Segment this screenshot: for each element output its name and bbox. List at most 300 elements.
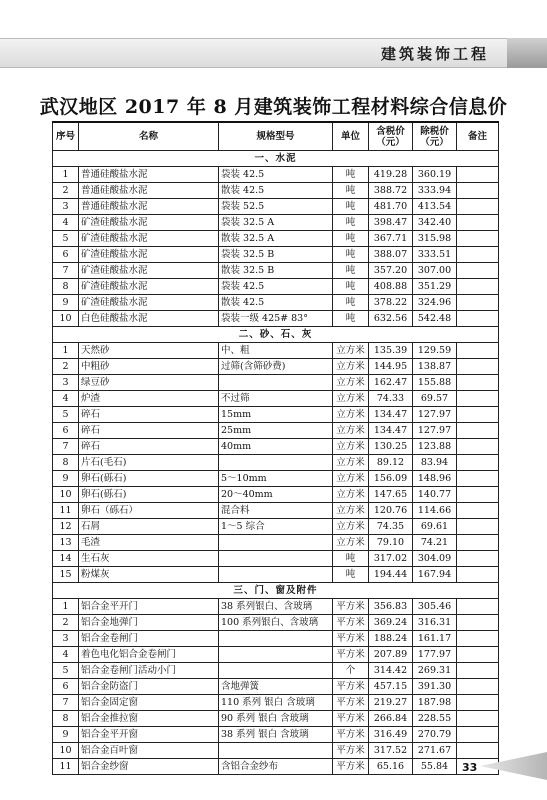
table-row: [53, 487, 499, 503]
cell-tax-incl: 156.09: [369, 471, 413, 487]
cell-unit: 吨: [333, 231, 369, 247]
cell-seq: 6: [53, 679, 79, 695]
cell-seq: 6: [53, 247, 79, 263]
cell-unit: 平方米: [333, 759, 369, 775]
table-row: [53, 391, 499, 407]
cell-tax-excl: 315.98: [413, 231, 457, 247]
cell-spec: 含铝合金纱布: [219, 759, 333, 775]
cell-tax-incl: 316.49: [369, 727, 413, 743]
cell-name: 矿渣硅酸盐水泥: [79, 279, 219, 295]
cell-seq: 5: [53, 231, 79, 247]
cell-unit: 吨: [333, 311, 369, 327]
cell-spec: 38 系列银白、含玻璃: [219, 599, 333, 615]
table-row: [53, 231, 499, 247]
col-header-tax-incl: [369, 122, 413, 151]
cell-name: 铝合金推拉窗: [79, 711, 219, 727]
cell-spec: [219, 647, 333, 663]
cell-tax-incl: 134.47: [369, 407, 413, 423]
cell-remark: [457, 279, 499, 295]
cell-seq: 1: [53, 599, 79, 615]
cell-seq: 7: [53, 695, 79, 711]
cell-name: 普通硅酸盐水泥: [79, 199, 219, 215]
cell-tax-excl: 123.88: [413, 439, 457, 455]
cell-tax-excl: 187.98: [413, 695, 457, 711]
cell-name: 铝合金平开窗: [79, 727, 219, 743]
table-row: [53, 439, 499, 455]
col-header-spec: 规格型号: [219, 122, 333, 151]
cell-name: 碎石: [79, 423, 219, 439]
cell-tax-incl: 144.95: [369, 359, 413, 375]
cell-name: 生石灰: [79, 551, 219, 567]
cell-tax-incl: 79.10: [369, 535, 413, 551]
cell-spec: 袋装 42.5: [219, 167, 333, 183]
table-row: [53, 263, 499, 279]
cell-tax-excl: 228.55: [413, 711, 457, 727]
cell-name: 普通硅酸盐水泥: [79, 167, 219, 183]
cell-name: 铝合金百叶窗: [79, 743, 219, 759]
cell-seq: 4: [53, 391, 79, 407]
table-row: [53, 423, 499, 439]
cell-seq: 10: [53, 311, 79, 327]
cell-spec: 散装 32.5 A: [219, 231, 333, 247]
cell-remark: [457, 215, 499, 231]
cell-seq: 8: [53, 455, 79, 471]
cell-spec: 40mm: [219, 439, 333, 455]
cell-unit: 吨: [333, 167, 369, 183]
table-row: [53, 567, 499, 583]
table-row: [53, 343, 499, 359]
cell-seq: 2: [53, 183, 79, 199]
cell-tax-excl: 83.94: [413, 455, 457, 471]
cell-seq: 13: [53, 535, 79, 551]
cell-unit: 立方米: [333, 519, 369, 535]
cell-unit: 吨: [333, 199, 369, 215]
cell-tax-incl: 188.24: [369, 631, 413, 647]
table-row: [53, 551, 499, 567]
table-row: [53, 599, 499, 615]
cell-tax-incl: 457.15: [369, 679, 413, 695]
cell-tax-incl: 369.24: [369, 615, 413, 631]
cell-tax-excl: 127.97: [413, 423, 457, 439]
table-row: [53, 295, 499, 311]
header-tab-decoration: [507, 38, 547, 68]
cell-seq: 5: [53, 407, 79, 423]
cell-spec: 袋装一级 425# 83°: [219, 311, 333, 327]
cell-unit: 立方米: [333, 455, 369, 471]
cell-spec: [219, 743, 333, 759]
cell-tax-excl: 138.87: [413, 359, 457, 375]
cell-unit: 平方米: [333, 599, 369, 615]
cell-name: 碎石: [79, 407, 219, 423]
cell-unit: 立方米: [333, 487, 369, 503]
cell-tax-incl: 134.47: [369, 423, 413, 439]
cell-unit: 平方米: [333, 727, 369, 743]
cell-seq: 3: [53, 631, 79, 647]
table-row: [53, 247, 499, 263]
cell-unit: 平方米: [333, 695, 369, 711]
cell-tax-excl: 324.96: [413, 295, 457, 311]
cell-seq: 2: [53, 359, 79, 375]
cell-spec: 袋装 42.5: [219, 279, 333, 295]
cell-name: 矿渣硅酸盐水泥: [79, 263, 219, 279]
cell-seq: 11: [53, 759, 79, 775]
cell-spec: [219, 567, 333, 583]
cell-unit: 吨: [333, 567, 369, 583]
cell-spec: 散装 42.5: [219, 295, 333, 311]
cell-remark: [457, 359, 499, 375]
table-row: [53, 647, 499, 663]
cell-remark: [457, 311, 499, 327]
cell-remark: [457, 407, 499, 423]
cell-tax-excl: 342.40: [413, 215, 457, 231]
cell-remark: [457, 631, 499, 647]
cell-seq: 3: [53, 199, 79, 215]
cell-seq: 11: [53, 503, 79, 519]
cell-name: 铝合金卷闸门: [79, 631, 219, 647]
cell-name: 中粗砂: [79, 359, 219, 375]
cell-remark: [457, 727, 499, 743]
cell-unit: 吨: [333, 215, 369, 231]
cell-tax-excl: 69.61: [413, 519, 457, 535]
cell-tax-excl: 270.79: [413, 727, 457, 743]
cell-tax-incl: 388.72: [369, 183, 413, 199]
cell-name: 石屑: [79, 519, 219, 535]
cell-unit: 立方米: [333, 359, 369, 375]
col-header-tax-incl-label: 含税价: [376, 125, 405, 137]
cell-tax-incl: 314.42: [369, 663, 413, 679]
cell-name: 矿渣硅酸盐水泥: [79, 247, 219, 263]
cell-remark: [457, 375, 499, 391]
cell-tax-incl: 317.02: [369, 551, 413, 567]
cell-remark: [457, 487, 499, 503]
cell-remark: [457, 679, 499, 695]
cell-seq: 7: [53, 263, 79, 279]
section-title: 二、砂、石、灰: [53, 327, 499, 343]
cell-remark: [457, 695, 499, 711]
section-header-row: [53, 327, 499, 343]
col-header-tax-excl: [413, 122, 457, 151]
cell-tax-excl: 391.30: [413, 679, 457, 695]
cell-remark: [457, 519, 499, 535]
cell-unit: 吨: [333, 247, 369, 263]
cell-tax-excl: 148.96: [413, 471, 457, 487]
table-row: [53, 519, 499, 535]
cell-tax-excl: 167.94: [413, 567, 457, 583]
cell-tax-excl: 74.21: [413, 535, 457, 551]
table-row: [53, 711, 499, 727]
cell-spec: 100 系列银白、含玻璃: [219, 615, 333, 631]
cell-remark: [457, 663, 499, 679]
cell-unit: 立方米: [333, 391, 369, 407]
cell-unit: 平方米: [333, 615, 369, 631]
table-row: [53, 759, 499, 775]
cell-tax-excl: 127.97: [413, 407, 457, 423]
cell-remark: [457, 455, 499, 471]
cell-seq: 9: [53, 471, 79, 487]
cell-unit: 立方米: [333, 503, 369, 519]
cell-spec: 中、粗: [219, 343, 333, 359]
cell-tax-excl: 55.84: [413, 759, 457, 775]
cell-remark: [457, 199, 499, 215]
cell-unit: 立方米: [333, 439, 369, 455]
table-row: [53, 535, 499, 551]
cell-spec: [219, 663, 333, 679]
col-header-remark: 备注: [457, 122, 499, 151]
cell-name: 天然砂: [79, 343, 219, 359]
cell-remark: [457, 247, 499, 263]
cell-seq: 1: [53, 343, 79, 359]
cell-unit: 平方米: [333, 631, 369, 647]
price-table-container: [52, 121, 498, 775]
cell-spec: 散装 32.5 B: [219, 263, 333, 279]
cell-seq: 10: [53, 743, 79, 759]
col-header-unit: 单位: [333, 122, 369, 151]
cell-tax-excl: 140.77: [413, 487, 457, 503]
table-row: [53, 727, 499, 743]
cell-tax-incl: 162.47: [369, 375, 413, 391]
cell-name: 普通硅酸盐水泥: [79, 183, 219, 199]
cell-seq: 4: [53, 215, 79, 231]
table-row: [53, 679, 499, 695]
cell-tax-excl: 155.88: [413, 375, 457, 391]
cell-tax-incl: 266.84: [369, 711, 413, 727]
table-row: [53, 503, 499, 519]
cell-spec: 袋装 32.5 A: [219, 215, 333, 231]
table-row: [53, 375, 499, 391]
cell-tax-excl: 177.97: [413, 647, 457, 663]
cell-name: 绿豆砂: [79, 375, 219, 391]
cell-spec: 15mm: [219, 407, 333, 423]
cell-name: 矿渣硅酸盐水泥: [79, 231, 219, 247]
cell-spec: 散装 42.5: [219, 183, 333, 199]
cell-remark: [457, 391, 499, 407]
cell-tax-excl: 333.51: [413, 247, 457, 263]
cell-name: 毛渣: [79, 535, 219, 551]
cell-spec: 25mm: [219, 423, 333, 439]
table-row: [53, 279, 499, 295]
cell-tax-incl: 207.89: [369, 647, 413, 663]
cell-tax-incl: 89.12: [369, 455, 413, 471]
cell-seq: 8: [53, 711, 79, 727]
table-row: [53, 183, 499, 199]
cell-tax-incl: 135.39: [369, 343, 413, 359]
cell-remark: [457, 743, 499, 759]
cell-unit: 立方米: [333, 535, 369, 551]
cell-unit: 吨: [333, 295, 369, 311]
cell-seq: 14: [53, 551, 79, 567]
cell-remark: [457, 167, 499, 183]
table-row: [53, 167, 499, 183]
cell-spec: [219, 375, 333, 391]
cell-name: 铝合金卷闸门活动小门: [79, 663, 219, 679]
cell-seq: 2: [53, 615, 79, 631]
cell-remark: [457, 711, 499, 727]
cell-spec: 5～10mm: [219, 471, 333, 487]
cell-name: 卵石(砾石): [79, 487, 219, 503]
cell-tax-excl: 360.19: [413, 167, 457, 183]
section-title: 三、门、窗及附件: [53, 583, 499, 599]
cell-remark: [457, 567, 499, 583]
cell-unit: 立方米: [333, 375, 369, 391]
cell-tax-incl: 378.22: [369, 295, 413, 311]
price-table: [52, 121, 499, 775]
table-row: [53, 471, 499, 487]
cell-remark: [457, 295, 499, 311]
cell-spec: 含地弹簧: [219, 679, 333, 695]
cell-seq: 6: [53, 423, 79, 439]
cell-unit: 个: [333, 663, 369, 679]
col-header-tax-excl-label: 除税价: [420, 125, 449, 137]
cell-unit: 立方米: [333, 471, 369, 487]
cell-remark: [457, 423, 499, 439]
table-row: [53, 311, 499, 327]
cell-seq: 7: [53, 439, 79, 455]
cell-unit: 吨: [333, 263, 369, 279]
cell-unit: 平方米: [333, 679, 369, 695]
table-row: [53, 615, 499, 631]
cell-spec: 不过筛: [219, 391, 333, 407]
cell-tax-excl: 307.00: [413, 263, 457, 279]
cell-seq: 9: [53, 727, 79, 743]
cell-spec: 20～40mm: [219, 487, 333, 503]
cell-tax-incl: 356.83: [369, 599, 413, 615]
cell-tax-incl: 74.33: [369, 391, 413, 407]
cell-tax-incl: 481.70: [369, 199, 413, 215]
cell-tax-excl: 269.31: [413, 663, 457, 679]
cell-name: 铝合金地弹门: [79, 615, 219, 631]
cell-unit: 吨: [333, 279, 369, 295]
page-title: 武汉地区 2017 年 8 月建筑装饰工程材料综合信息价: [39, 96, 508, 118]
cell-tax-excl: 114.66: [413, 503, 457, 519]
cell-tax-incl: 65.16: [369, 759, 413, 775]
cell-tax-excl: 69.57: [413, 391, 457, 407]
col-header-name: 名称: [79, 122, 219, 151]
cell-name: 矿渣硅酸盐水泥: [79, 295, 219, 311]
cell-tax-excl: 129.59: [413, 343, 457, 359]
cell-seq: 1: [53, 167, 79, 183]
col-header-seq: 序号: [53, 122, 79, 151]
cell-spec: [219, 631, 333, 647]
table-row: [53, 359, 499, 375]
cell-remark: [457, 535, 499, 551]
cell-remark: [457, 647, 499, 663]
cell-remark: [457, 263, 499, 279]
col-header-tax-excl-unit: （元）: [420, 136, 449, 148]
section-header-row: [53, 151, 499, 167]
cell-remark: [457, 599, 499, 615]
cell-remark: [457, 183, 499, 199]
cell-spec: 38 系列 银白 含玻璃: [219, 727, 333, 743]
cell-remark: [457, 503, 499, 519]
cell-tax-incl: 388.07: [369, 247, 413, 263]
cell-name: 铝合金纱窗: [79, 759, 219, 775]
cell-tax-excl: 271.67: [413, 743, 457, 759]
table-row: [53, 199, 499, 215]
cell-name: 铝合金平开门: [79, 599, 219, 615]
cell-name: 片石(毛石): [79, 455, 219, 471]
cell-name: 粉煤灰: [79, 567, 219, 583]
cell-tax-excl: 542.48: [413, 311, 457, 327]
cell-tax-incl: 419.28: [369, 167, 413, 183]
section-header-label: 建筑装饰工程: [380, 45, 489, 63]
cell-seq: 5: [53, 663, 79, 679]
cell-tax-excl: 333.94: [413, 183, 457, 199]
table-row: [53, 663, 499, 679]
cell-unit: 平方米: [333, 743, 369, 759]
cell-tax-incl: 398.47: [369, 215, 413, 231]
cell-remark: [457, 551, 499, 567]
cell-spec: [219, 535, 333, 551]
cell-tax-excl: 413.54: [413, 199, 457, 215]
cell-remark: [457, 231, 499, 247]
cell-tax-incl: 219.27: [369, 695, 413, 711]
cell-unit: 平方米: [333, 647, 369, 663]
cell-spec: 90 系列 银白 含玻璃: [219, 711, 333, 727]
cell-remark: [457, 615, 499, 631]
cell-unit: 平方米: [333, 711, 369, 727]
cell-seq: 10: [53, 487, 79, 503]
cell-tax-incl: 357.20: [369, 263, 413, 279]
cell-tax-incl: 147.65: [369, 487, 413, 503]
cell-name: 矿渣硅酸盐水泥: [79, 215, 219, 231]
table-row: [53, 407, 499, 423]
cell-spec: 袋装 52.5: [219, 199, 333, 215]
cell-unit: 吨: [333, 551, 369, 567]
cell-spec: 过筛(含筛砂费): [219, 359, 333, 375]
cell-name: 卵石(砾石): [79, 471, 219, 487]
cell-tax-excl: 161.17: [413, 631, 457, 647]
cell-name: 卵石（砾石）: [79, 503, 219, 519]
col-header-tax-incl-unit: （元）: [376, 136, 405, 148]
cell-unit: 立方米: [333, 343, 369, 359]
cell-tax-excl: 351.29: [413, 279, 457, 295]
cell-seq: 12: [53, 519, 79, 535]
cell-spec: 1～5 综合: [219, 519, 333, 535]
cell-seq: 3: [53, 375, 79, 391]
cell-tax-excl: 316.31: [413, 615, 457, 631]
section-header-row: [53, 583, 499, 599]
cell-name: 炉渣: [79, 391, 219, 407]
cell-tax-incl: 632.56: [369, 311, 413, 327]
cell-tax-incl: 317.52: [369, 743, 413, 759]
cell-name: 铝合金固定窗: [79, 695, 219, 711]
cell-seq: 8: [53, 279, 79, 295]
cell-name: 白色硅酸盐水泥: [79, 311, 219, 327]
cell-remark: [457, 343, 499, 359]
cell-spec: 110 系列 银白 含玻璃: [219, 695, 333, 711]
cell-unit: 立方米: [333, 423, 369, 439]
cell-remark: [457, 439, 499, 455]
cell-remark: [457, 471, 499, 487]
table-body: [53, 151, 499, 775]
table-row: [53, 631, 499, 647]
section-header-bar: [0, 38, 547, 68]
cell-unit: 立方米: [333, 407, 369, 423]
cell-spec: 袋装 32.5 B: [219, 247, 333, 263]
cell-tax-incl: 74.35: [369, 519, 413, 535]
cell-name: 铝合金防盗门: [79, 679, 219, 695]
cell-spec: 混合料: [219, 503, 333, 519]
cell-tax-excl: 305.46: [413, 599, 457, 615]
table-row: [53, 455, 499, 471]
cell-spec: [219, 455, 333, 471]
cell-unit: 吨: [333, 183, 369, 199]
table-header-row: [53, 122, 499, 151]
cell-tax-excl: 304.09: [413, 551, 457, 567]
cell-tax-incl: 408.88: [369, 279, 413, 295]
cell-tax-incl: 194.44: [369, 567, 413, 583]
cell-seq: 4: [53, 647, 79, 663]
